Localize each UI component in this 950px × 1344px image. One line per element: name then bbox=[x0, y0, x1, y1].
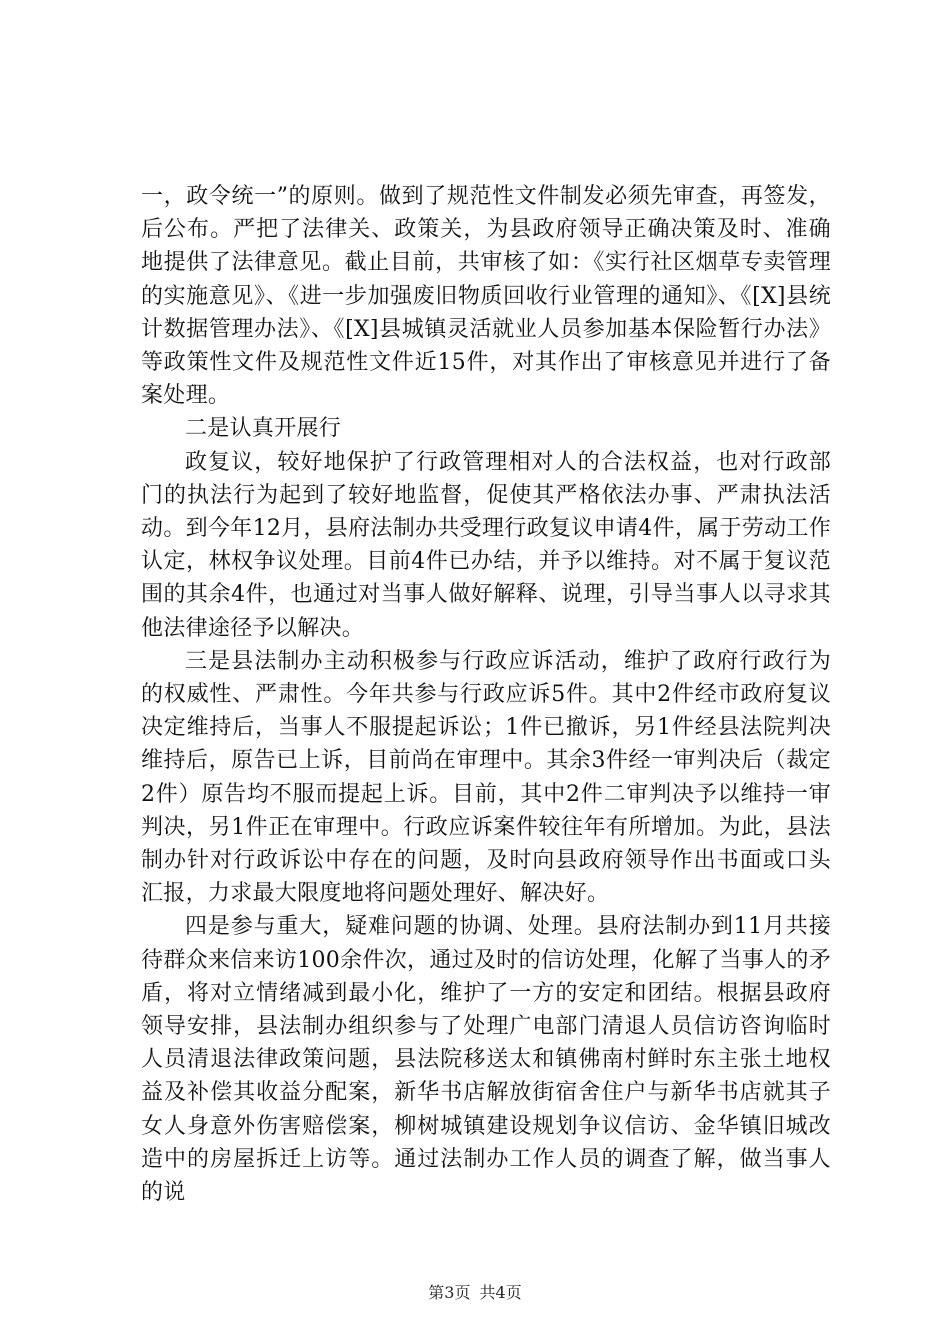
paragraph-second-point-heading: 二是认真开展行 bbox=[185, 416, 342, 442]
page-footer bbox=[0, 1283, 950, 1303]
paragraph-continuation: 一，政令统一”的原则。做到了规范性文件制发必须先审查，再签发，后公布。严把了法律关、政策关，为县政府领导正确决策及时、准确地提供了法律意见。截止目前，共审核了如：《实行社区烟草专卖管理的实施意见》、《进一步加强废旧物质回收行业管理的通知》、《[X]县统计数据管理办法》、《[X]县城镇灵活就业人员参加基本保险暂行办法》等政策性文件及规范性文件近15件，对其作出了审核意见并进行了备案处理。 bbox=[141, 184, 831, 409]
paragraph-administrative-review: 政复议，较好地保护了行政管理相对人的合法权益，也对行政部门的执法行为起到了较好地监督，促使其严格依法办事、严肃执法活动。到今年12月，县府法制办共受理行政复议申请4件，属于劳动工作认定，林权争议处理。目前4件已办结，并予以维持。对不属于复议范围的其余4件，也通过对当事人做好解释、说理，引导当事人以寻求其他法律途径予以解决。 bbox=[141, 449, 831, 641]
page-number: 第3页 共4页 bbox=[428, 1283, 522, 1302]
document-body bbox=[141, 180, 831, 1209]
paragraph-dispute-coordination: 四是参与重大，疑难问题的协调、处理。县府法制办到11月共接待群众来信来访100余件次，通过及时的信访处理，化解了当事人的矛盾，将对立情绪减到最小化，维护了一方的安定和团结。根据县政府领导安排，县法制办组织参与了处理广电部门清退人员信访咨询临时人员清退法律政策问题，县法院移送太和镇佛南村鲜时东主张土地权益及补偿其收益分配案，新华书店解放街宿舍住户与新华书店就其子女人身意外伤害赔偿案，柳树城镇建设规划争议信访、金华镇旧城改造中的房屋拆迁上访等。通过法制办工作人员的调查了解，做当事人的说 bbox=[141, 914, 831, 1206]
paragraph-administrative-litigation: 三是县法制办主动积极参与行政应诉活动，维护了政府行政行为的权威性、严肃性。今年共参与行政应诉5件。其中2件经市政府复议决定维持后，当事人不服提起诉讼；1件已撤诉，另1件经县法院判决维持后，原告已上诉，目前尚在审理中。其余3件经一审判决后（裁定2件）原告均不服而提起上诉。目前，其中2件二审判决予以维持一审判决，另1件正在审理中。行政应诉案件较往年有所增加。为此，县法制办针对行政诉讼中存在的问题，及时向县政府领导作出书面或口头汇报，力求最大限度地将问题处理好、解决好。 bbox=[141, 648, 831, 907]
